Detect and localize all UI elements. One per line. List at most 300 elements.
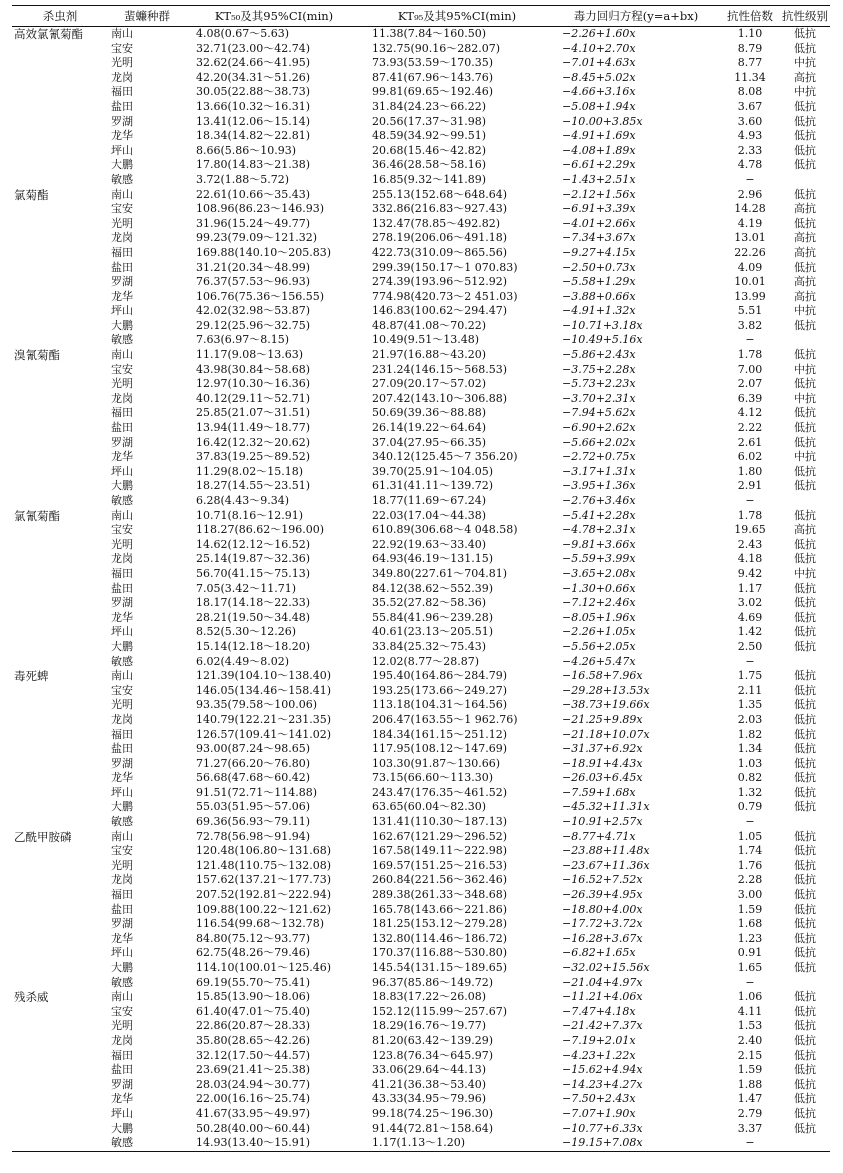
- insecticide-cell: [12, 742, 108, 757]
- fold-cell: 2.61: [737, 435, 763, 449]
- insecticide-cell: [12, 757, 108, 772]
- kt50-cell: 41.67(33.95～49.97): [196, 1106, 311, 1120]
- kt95-cell: 40.61(23.13～205.51): [372, 625, 494, 639]
- level-cell: 低抗: [794, 99, 816, 113]
- table-row: [12, 713, 830, 728]
- equation-cell: −18.91+4.43x: [562, 756, 643, 770]
- insecticide-cell: [12, 202, 108, 217]
- insecticide-cell: [12, 129, 108, 144]
- population-cell: 南山: [111, 990, 133, 1004]
- kt95-cell: 165.78(143.66～221.86): [372, 902, 508, 916]
- table-row: [12, 27, 830, 42]
- insecticide-cell: [12, 800, 108, 815]
- level-cell: 低抗: [794, 727, 816, 741]
- level-cell: 低抗: [794, 931, 816, 945]
- kt50-cell: 116.54(99.68～132.78): [196, 917, 325, 931]
- level-cell: 低抗: [794, 712, 816, 726]
- insecticide-cell: [12, 1049, 108, 1064]
- kt95-cell: 36.46(28.58～58.16): [372, 158, 487, 172]
- population-cell: 罗湖: [111, 917, 133, 931]
- equation-cell: −7.19+2.01x: [562, 1033, 636, 1047]
- kt50-cell: 12.97(10.30～16.36): [196, 377, 311, 391]
- kt50-cell: 93.00(87.24～98.65): [196, 742, 311, 756]
- table-row: [12, 56, 830, 71]
- insecticide-cell: [12, 946, 108, 961]
- equation-cell: −4.08+1.89x: [562, 143, 636, 157]
- level-cell: 低抗: [794, 888, 816, 902]
- population-cell: 敏感: [111, 333, 133, 347]
- kt95-cell: 18.83(17.22～26.08): [372, 990, 487, 1004]
- fold-cell: 1.59: [737, 1063, 763, 1077]
- level-cell: 低抗: [794, 464, 816, 478]
- insecticide-cell: [12, 596, 108, 611]
- equation-cell: −2.12+1.56x: [562, 187, 636, 201]
- insecticide-cell: [12, 246, 108, 261]
- table-row: [12, 377, 830, 392]
- table-row: [12, 333, 830, 348]
- kt95-cell: 132.75(90.16～282.07): [372, 41, 501, 55]
- population-cell: 盐田: [111, 99, 133, 113]
- kt95-cell: 35.52(27.82～58.36): [372, 596, 487, 610]
- level-cell: [780, 815, 830, 830]
- kt50-cell: 14.93(13.40～15.91): [186, 1136, 362, 1151]
- equation-cell: −11.21+4.06x: [562, 990, 643, 1004]
- level-cell: 低抗: [794, 1121, 816, 1135]
- kt95-cell: 16.85(9.32～141.89): [372, 172, 487, 186]
- fold-cell: 1.65: [737, 961, 763, 974]
- kt95-cell: 20.56(17.37～31.98): [372, 114, 487, 128]
- population-cell: 罗湖: [111, 275, 133, 289]
- kt50-cell: 16.42(12.32～20.62): [196, 435, 311, 449]
- kt95-cell: 22.92(19.63～33.40): [372, 537, 487, 551]
- level-cell: 低抗: [794, 1033, 816, 1047]
- fold-cell: 3.67: [737, 99, 763, 113]
- population-cell: 盐田: [111, 902, 133, 916]
- equation-cell: −3.95+1.36x: [562, 479, 636, 493]
- equation-cell: −6.61+2.29x: [562, 158, 636, 172]
- population-cell: 龙岗: [111, 391, 133, 405]
- population-cell: 坪山: [111, 946, 133, 960]
- fold-cell: 4.18: [737, 552, 763, 566]
- fold-cell: 0.91: [737, 946, 763, 960]
- level-cell: 中抗: [794, 85, 816, 99]
- population-cell: 龙岗: [111, 231, 133, 245]
- fold-cell: 1.23: [737, 931, 763, 945]
- kt95-cell: 1.17(1.13～1.20): [362, 1136, 552, 1151]
- equation-cell: −1.43+2.51x: [562, 172, 636, 186]
- insecticide-cell: [12, 771, 108, 786]
- kt95-cell: 63.65(60.04～82.30): [372, 800, 487, 814]
- population-cell: 盐田: [111, 1063, 133, 1077]
- equation-cell: −3.88+0.66x: [562, 289, 636, 303]
- equation-cell: −7.12+2.46x: [562, 596, 636, 610]
- fold-cell: 8.08: [737, 85, 763, 99]
- header-fold: 抗性倍数: [720, 6, 780, 27]
- insecticide-cell: [12, 275, 108, 290]
- table-row: [12, 830, 830, 845]
- kt50-cell: 7.63(6.97～8.15): [196, 333, 290, 347]
- population-cell: 福田: [111, 245, 133, 259]
- insecticide-cell: [12, 1019, 108, 1034]
- kt50-cell: 10.71(8.16～12.91): [196, 508, 304, 522]
- level-cell: 中抗: [794, 362, 816, 376]
- population-cell: 福田: [111, 406, 133, 420]
- table-row: [12, 946, 830, 961]
- insecticide-cell: [12, 1034, 108, 1049]
- table-row: [12, 655, 830, 670]
- kt50-cell: 50.28(40.00～60.44): [196, 1121, 311, 1135]
- equation-cell: −4.91+1.69x: [562, 129, 636, 143]
- equation-cell: −4.91+1.32x: [562, 304, 636, 318]
- kt95-cell: 260.84(221.56～362.46): [372, 873, 508, 887]
- fold-cell: 0.79: [737, 800, 763, 814]
- equation-cell: −8.77+4.71x: [562, 829, 636, 843]
- table-row: [12, 844, 830, 859]
- kt50-cell: 22.61(10.66～35.43): [196, 187, 311, 201]
- kt50-cell: 18.34(14.82～22.81): [196, 129, 311, 143]
- kt50-cell: 32.71(23.00～42.74): [196, 41, 311, 55]
- kt95-cell: 26.14(19.22～64.64): [372, 421, 487, 435]
- level-cell: 低抗: [794, 771, 816, 785]
- table-row: [12, 261, 830, 276]
- level-cell: 低抗: [794, 873, 816, 887]
- table-row: [12, 319, 830, 334]
- level-cell: 低抗: [794, 1048, 816, 1062]
- level-cell: 中抗: [794, 56, 816, 70]
- kt95-cell: 231.24(146.15～568.53): [372, 362, 508, 376]
- fold-cell: 6.02: [737, 450, 763, 464]
- insecticide-cell: [12, 421, 108, 436]
- fold-cell: 2.11: [737, 683, 763, 697]
- kt50-cell: 140.79(122.21～231.35): [196, 712, 332, 726]
- equation-cell: −5.86+2.43x: [562, 348, 636, 362]
- table-row: [12, 669, 830, 684]
- insecticide-cell: [12, 494, 108, 509]
- kt95-cell: 289.38(261.33～348.68): [372, 888, 508, 902]
- level-cell: 低抗: [794, 669, 816, 683]
- level-cell: 低抗: [794, 581, 816, 595]
- kt95-cell: 10.49(9.51～13.48): [372, 333, 480, 347]
- population-cell: 大鹏: [111, 479, 133, 493]
- header-equation: 毒力回归方程(y=a+bx): [552, 6, 720, 27]
- fold-cell: 3.82: [737, 318, 763, 332]
- insecticide-cell: [12, 582, 108, 597]
- kt50-cell: 114.10(100.01～125.46): [196, 961, 332, 974]
- fold-cell: 19.65: [734, 523, 766, 537]
- equation-cell: −18.80+4.00x: [562, 902, 643, 916]
- population-cell: 盐田: [111, 260, 133, 274]
- kt95-cell: 152.12(115.99～257.67): [372, 1004, 508, 1018]
- insecticide-cell: 溴氰菊酯: [14, 348, 60, 363]
- fold-cell: 8.79: [737, 41, 763, 55]
- level-cell: 低抗: [794, 552, 816, 566]
- kt95-cell: 167.58(149.11～222.98): [372, 844, 508, 858]
- fold-cell: 1.06: [737, 990, 763, 1004]
- equation-cell: −3.70+2.31x: [562, 391, 636, 405]
- fold-cell: −: [745, 333, 755, 347]
- insecticide-cell: [12, 100, 108, 115]
- insecticide-cell: [12, 1107, 108, 1122]
- table-row: [12, 509, 830, 524]
- fold-cell: 1.75: [737, 669, 763, 683]
- kt50-cell: 23.69(21.41～25.38): [196, 1063, 311, 1077]
- header-population: 蜚蠊种群: [108, 6, 186, 27]
- equation-cell: −4.66+3.16x: [562, 85, 636, 99]
- insecticide-cell: [12, 1005, 108, 1020]
- table-row: [12, 290, 830, 305]
- kt95-cell: 50.69(39.36～88.88): [372, 406, 487, 420]
- level-cell: 低抗: [794, 756, 816, 770]
- kt95-cell: 27.09(20.17～57.02): [372, 377, 487, 391]
- kt95-cell: 774.98(420.73～2 451.03): [372, 289, 518, 303]
- kt50-cell: 108.96(86.23～146.93): [196, 202, 325, 216]
- population-cell: 大鹏: [111, 1121, 133, 1135]
- level-cell: 高抗: [794, 70, 816, 84]
- insecticide-cell: [12, 290, 108, 305]
- kt95-cell: 33.84(25.32～75.43): [372, 639, 487, 653]
- population-cell: 敏感: [111, 172, 133, 186]
- equation-cell: −10.71+3.18x: [562, 318, 643, 332]
- kt95-cell: 207.42(143.10～306.88): [372, 391, 508, 405]
- kt50-cell: 69.19(55.70～75.41): [196, 975, 311, 989]
- table-row: [12, 100, 830, 115]
- population-cell: 坪山: [111, 304, 133, 318]
- population-cell: 光明: [111, 56, 133, 70]
- population-cell: 敏感: [111, 815, 133, 829]
- population-cell: 光明: [111, 537, 133, 551]
- level-cell: 低抗: [794, 610, 816, 624]
- fold-cell: 8.77: [737, 56, 763, 70]
- table-row: [12, 873, 830, 888]
- insecticide-cell: [12, 392, 108, 407]
- table-row: [12, 684, 830, 699]
- level-cell: 中抗: [794, 391, 816, 405]
- kt95-cell: 181.25(153.12～279.28): [372, 917, 508, 931]
- fold-cell: 7.00: [737, 362, 763, 376]
- level-cell: 低抗: [794, 829, 816, 843]
- kt50-cell: 76.37(57.53～96.93): [196, 275, 311, 289]
- insecticide-cell: [12, 917, 108, 932]
- kt95-cell: 96.37(85.86～149.72): [372, 975, 494, 989]
- equation-cell: −3.65+2.08x: [562, 566, 636, 580]
- table-row: [12, 742, 830, 757]
- kt95-cell: 299.39(150.17～1 070.83): [372, 260, 518, 274]
- level-cell: 中抗: [794, 566, 816, 580]
- fold-cell: 4.78: [737, 158, 763, 172]
- kt95-cell: 243.47(176.35～461.52): [372, 785, 508, 799]
- table-row: [12, 961, 830, 976]
- level-cell: 低抗: [794, 114, 816, 128]
- kt50-cell: 42.20(34.31～51.26): [196, 70, 311, 84]
- equation-cell: −2.50+0.73x: [562, 260, 636, 274]
- fold-cell: 2.03: [737, 712, 763, 726]
- level-cell: 高抗: [794, 202, 816, 216]
- table-row: [12, 1019, 830, 1034]
- kt95-cell: 12.02(8.77～28.87): [372, 654, 480, 668]
- kt95-cell: 43.33(34.95～79.96): [372, 1092, 487, 1106]
- table-row: [12, 596, 830, 611]
- fold-cell: 1.76: [737, 858, 763, 872]
- population-cell: 大鹏: [111, 800, 133, 814]
- population-cell: 盐田: [111, 421, 133, 435]
- fold-cell: 2.91: [737, 479, 763, 493]
- kt95-cell: 64.93(46.19～131.15): [372, 552, 494, 566]
- population-cell: 龙华: [111, 289, 133, 303]
- kt95-cell: 18.29(16.76～19.77): [372, 1019, 487, 1033]
- fold-cell: −: [745, 172, 755, 186]
- fold-cell: 4.19: [737, 216, 763, 230]
- level-cell: 低抗: [794, 785, 816, 799]
- kt95-cell: 278.19(206.06～491.18): [372, 231, 508, 245]
- fold-cell: 2.40: [737, 1033, 763, 1047]
- insecticide-cell: [12, 144, 108, 159]
- population-cell: 大鹏: [111, 158, 133, 172]
- kt50-cell: 121.48(110.75～132.08): [196, 858, 332, 872]
- level-cell: 低抗: [794, 625, 816, 639]
- population-cell: 龙岗: [111, 1033, 133, 1047]
- fold-cell: 1.88: [737, 1077, 763, 1091]
- fold-cell: 2.22: [737, 421, 763, 435]
- equation-cell: −26.39+4.95x: [562, 888, 643, 902]
- population-cell: 龙华: [111, 129, 133, 143]
- population-cell: 光明: [111, 858, 133, 872]
- level-cell: 高抗: [794, 231, 816, 245]
- insecticide-cell: [12, 786, 108, 801]
- insecticide-cell: [12, 479, 108, 494]
- level-cell: 低抗: [794, 129, 816, 143]
- level-cell: [780, 333, 830, 348]
- fold-cell: 1.80: [737, 464, 763, 478]
- population-cell: 龙华: [111, 450, 133, 464]
- equation-cell: −2.76+3.46x: [562, 494, 636, 507]
- kt95-cell: 91.44(72.81～158.64): [372, 1121, 494, 1135]
- equation-cell: −7.01+4.63x: [562, 56, 636, 70]
- level-cell: 低抗: [794, 1063, 816, 1077]
- level-cell: 低抗: [794, 946, 816, 960]
- fold-cell: 2.79: [737, 1106, 763, 1120]
- kt95-cell: 117.95(108.12～147.69): [372, 742, 508, 756]
- kt50-cell: 17.80(14.83～21.38): [196, 158, 311, 172]
- population-cell: 光明: [111, 698, 133, 712]
- table-row: [12, 1063, 830, 1078]
- kt95-cell: 22.03(17.04～44.38): [372, 508, 487, 522]
- insecticide-cell: [12, 655, 108, 670]
- fold-cell: 2.28: [737, 873, 763, 887]
- kt50-cell: 13.41(12.06～15.14): [196, 114, 311, 128]
- level-cell: 中抗: [794, 450, 816, 464]
- kt95-cell: 145.54(131.15～189.65): [372, 961, 508, 974]
- fold-cell: 1.34: [737, 742, 763, 756]
- kt95-cell: 193.25(173.66～249.27): [372, 683, 508, 697]
- table-row: [12, 567, 830, 582]
- kt50-cell: 35.80(28.65～42.26): [196, 1033, 311, 1047]
- kt50-cell: 15.85(13.90～18.06): [196, 990, 311, 1004]
- level-cell: 低抗: [794, 1106, 816, 1120]
- kt50-cell: 18.27(14.55～23.51): [196, 479, 311, 493]
- fold-cell: 14.28: [734, 202, 766, 216]
- population-cell: 福田: [111, 85, 133, 99]
- fold-cell: 1.10: [737, 27, 763, 40]
- table-row: [12, 728, 830, 743]
- table-row: [12, 71, 830, 86]
- equation-cell: −3.75+2.28x: [562, 362, 636, 376]
- table-row: [12, 1136, 830, 1151]
- kt50-cell: 69.36(56.93～79.11): [196, 815, 311, 829]
- kt50-cell: 25.14(19.87～32.36): [196, 552, 311, 566]
- table-row: [12, 903, 830, 918]
- insecticide-cell: [12, 1063, 108, 1078]
- population-cell: 罗湖: [111, 435, 133, 449]
- table-row: [12, 494, 830, 509]
- population-cell: 坪山: [111, 625, 133, 639]
- table-row: [12, 552, 830, 567]
- fold-cell: 3.60: [737, 114, 763, 128]
- insecticide-cell: [12, 625, 108, 640]
- population-cell: 龙华: [111, 931, 133, 945]
- population-cell: 敏感: [111, 654, 133, 668]
- insecticide-cell: [12, 684, 108, 699]
- equation-cell: −5.66+2.02x: [562, 435, 636, 449]
- kt50-cell: 8.66(5.86～10.93): [196, 143, 297, 157]
- kt50-cell: 126.57(109.41～141.02): [196, 727, 332, 741]
- fold-cell: 4.69: [737, 610, 763, 624]
- fold-cell: −: [745, 975, 755, 989]
- kt95-cell: 39.70(25.91～104.05): [372, 464, 494, 478]
- kt95-cell: 132.47(78.85～492.82): [372, 216, 501, 230]
- level-cell: 高抗: [794, 289, 816, 303]
- table-row: [12, 144, 830, 159]
- equation-cell: −21.04+4.97x: [562, 975, 643, 989]
- kt95-cell: 31.84(24.23～66.22): [372, 99, 487, 113]
- insecticide-cell: [12, 698, 108, 713]
- population-cell: 福田: [111, 888, 133, 902]
- insecticide-cell: [12, 436, 108, 451]
- table-row: [12, 1092, 830, 1107]
- insecticide-cell: [12, 377, 108, 392]
- table-row: [12, 202, 830, 217]
- kt95-cell: 610.89(306.68～4 048.58): [372, 523, 518, 537]
- kt50-cell: 14.62(12.12～16.52): [196, 537, 311, 551]
- level-cell: 低抗: [794, 41, 816, 55]
- equation-cell: −16.52+7.52x: [562, 873, 643, 887]
- level-cell: 低抗: [794, 902, 816, 916]
- fold-cell: −: [745, 494, 755, 507]
- table-row: [12, 698, 830, 713]
- table-row: [12, 917, 830, 932]
- kt50-cell: 11.17(9.08～13.63): [196, 348, 304, 362]
- population-cell: 南山: [111, 27, 133, 40]
- level-cell: [780, 1136, 830, 1151]
- kt95-cell: 48.59(34.92～99.51): [372, 129, 487, 143]
- equation-cell: −5.08+1.94x: [562, 99, 636, 113]
- kt95-cell: 87.41(67.96～143.76): [372, 70, 494, 84]
- table-body: [12, 27, 830, 1152]
- level-cell: 低抗: [794, 143, 816, 157]
- population-cell: 南山: [111, 508, 133, 522]
- population-cell: 龙华: [111, 771, 133, 785]
- kt95-cell: 103.30(91.87～130.66): [372, 756, 501, 770]
- equation-cell: −5.73+2.23x: [562, 377, 636, 391]
- equation-cell: −2.26+1.60x: [562, 27, 636, 40]
- kt50-cell: 120.48(106.80～131.68): [196, 844, 332, 858]
- kt50-cell: 40.12(29.11～52.71): [196, 391, 311, 405]
- fold-cell: 1.42: [737, 625, 763, 639]
- population-cell: 大鹏: [111, 639, 133, 653]
- insecticide-cell: [12, 1078, 108, 1093]
- equation-cell: −26.03+6.45x: [562, 771, 643, 785]
- level-cell: 低抗: [794, 260, 816, 274]
- fold-cell: 1.03: [737, 756, 763, 770]
